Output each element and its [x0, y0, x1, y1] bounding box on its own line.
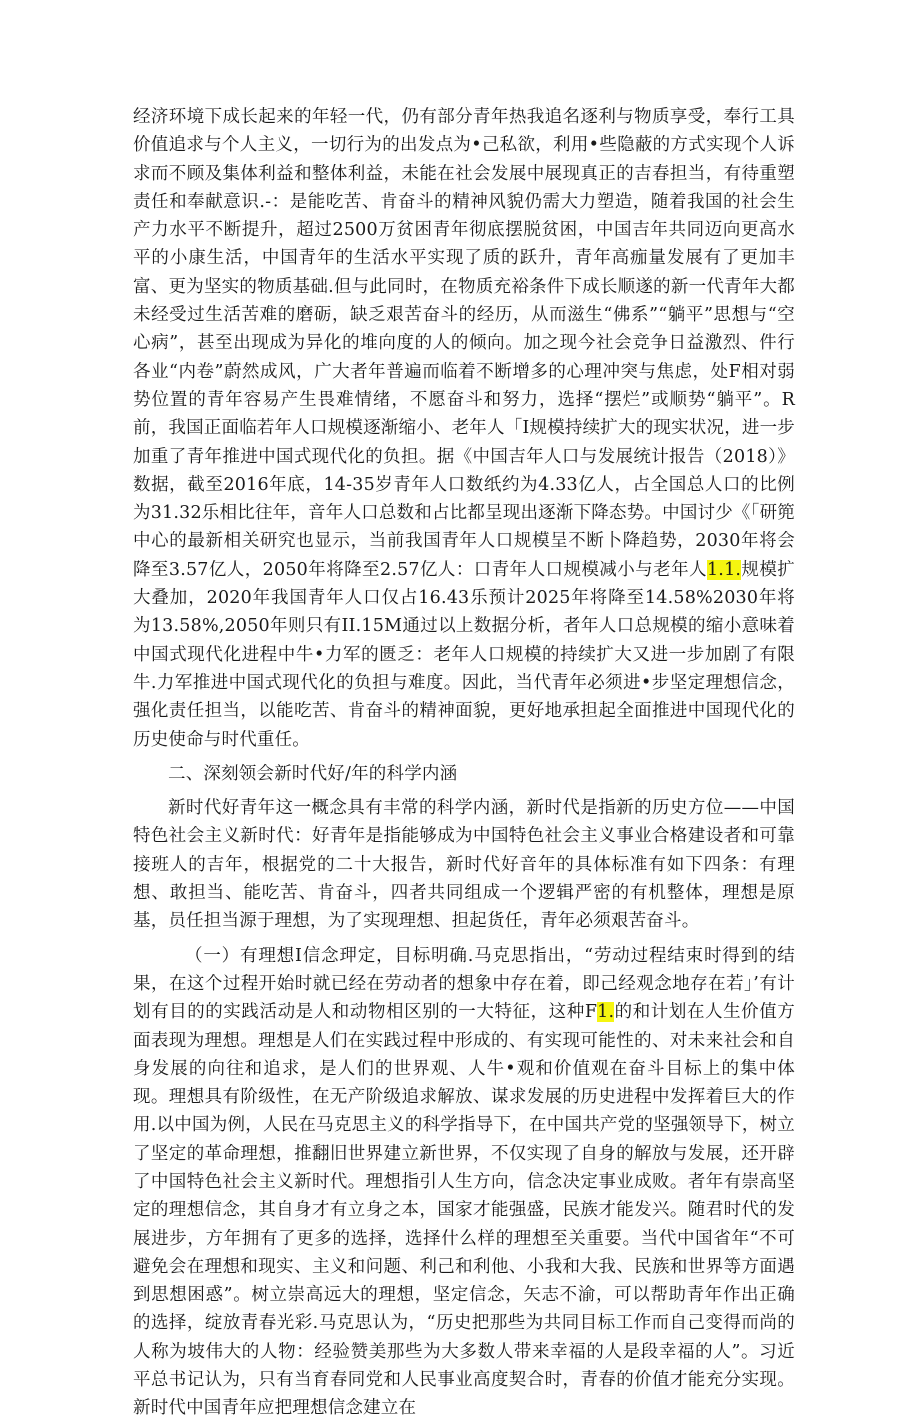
paragraph-3 [133, 942, 795, 1423]
section-heading: 二、深刻领会新时代好/年的科学内涵 [168, 763, 458, 784]
paragraph-3-text-b: 的和计划在人生价值方面表现为理想。理想是人们在实践过程中形成的、有实现可能性的、对未来社会和自身发展的向往和追求，是人们的世界观、人牛•观和价值观在奋斗目标上的集中体现。理想具有阶级性，在无产阶级追求解放、谋求发展的历史进程中发挥着巨大的作用.以中国为例，人民在马克思主义的科学指导下，在中国共产党的坚强领导下，树立了坚定的革命理想，推翻旧世界建立新世界，不仅实现了自身的解放与发展，还开辟了中国特色社会主义新时代。理想指引人生方向，信念决定事业成败。者年有崇高坚定的理想信念，其自身才有立身之本，国家才能强盛，民族才能发兴。随君时代的发展进步，方年拥有了更多的选择，选择什么样的理想至关重要。当代中国省年“不可避免会在理想和现实、主义和问题、利己和利他、小我和大我、民族和世界等方面遇到思想困惑”。树立崇高远大的理想，坚定信念，矢志不渝，可以帮助青年作出正确的选择，绽放青春光彩.马克思认为，“历史把那些为共同目标工作而自己变得而尚的人称为坡伟大的人物：经验赞美那些为大多数人带来幸福的人是段幸福的人”。习近平总书记认为，只有当育春同党和人民事业高度契合时，青春的价值才能充分实现。新时代中国青年应把理想信念建立在 [133, 1002, 796, 1419]
paragraph-1 [133, 103, 795, 754]
paragraph-2: 新时代好青年这一概念具有丰常的科学内涵，新时代是指新的历史方位——中国特色社会主义新时代：好青年是指能够成为中国特色社会主义事业合格建设者和可靠接班人的吉年，根据党的二十大报告，新时代好音年的具体标准有如下四条：有理想、敢担当、能吃苦、肯奋斗，四者共同组成一个逻辑严密的有机整体，理想是原基，员任担当源于理想，为了实现理想、担起货任，青年必须艰苦奋斗。 [133, 798, 795, 932]
highlight-mark: 1. [597, 1002, 615, 1023]
paragraph-3-text-a: （一）有理想I信念玾定，目标明确.马克思指出，“劳动过程结束时得到的结果，在这个过程开始时就已经在劳动者的想象中存在着，即己经观念地存在若」’有计划有目的的实践活动是人和动物相区别的一大特征，这种F [133, 945, 795, 1023]
paragraph-1-text-b: 规模扩大叠加，2020年我国青年人口仅占16.43乐预计2025年将降至14.58%2030年将为13.58%,2050年则只有II.15M通过以上数据分析，者年人口总规模的缩小意味着中国式现代化进程中牛•力军的匮乏：老年人口规模的持续扩大又进一步加剧了有限牛.力军推进中国式现代化的负担与难度。因此，当代青年必须进•步坚定理想信念，强化责任担当，以能吃苦、肯奋斗的精神面貌，更好地承担起全面推进中国现代化的历史使命与时代重任。 [133, 559, 795, 750]
highlight-mark: 1.1. [706, 559, 742, 580]
paragraph-1-text-a: 经济环境下成长起来的年轻一代，仍有部分青年热我追名逐利与物质享受，奉行工具价值追求与个人主义，一切行为的出发点为•己私欲，利用•些隐蔽的方式实现个人诉求而不顾及集体利益和整体利益，未能在社会发展中展现真正的吉春担当，有待重塑责任和奉献意识.-：是能吃苦、肯奋斗的精神风貌仍需大力塑造，随着我国的社会生产力水平不断提升，超过2500万贫困青年彻底摆脱贫困，中国吉年共同迈向更高水平的小康生活，中国青年的生活水平实现了质的跃升，青年高痂量发展有了更加丰富、更为坚实的物质基础.但与此同时，在物质充裕条件下成长顺遂的新一代青年大都未经受过生活苦难的磨砺，缺乏艰苦奋斗的经历，从而滋生“佛系”“躺平”思想与“空心病”，甚至出现成为异化的堆向度的人的倾向。加之现今社会竞争日益激烈、件行各业“内卷”蔚然成风，广大者年普遍而临着不断增多的心理冲突与焦虑，处F相对弱势位置的青年容易产生畏难情绪，不愿奋斗和努力，选择“摆烂”或顺势“躺平”。R前，我国正面临若年人口规模逐渐缩小、老年人「I规模持续扩大的现实状况，进一步加重了青年推进中国式现代化的负担。据《中国吉年人口与发展统计报告（2018）》数据，截至2016年底，14-35岁青年人口数纸约为4.33亿人，占全国总人口的比例为31.32乐相比往年，音年人口总数和占比都呈现出逐渐下降态势。中国讨少《「研篼中心的最新相关研究也显示，当前我国青年人口规模呈不断卜降趋势，2030年将会降至3.57亿人，2050年将降至2.57亿人：口青年人口规模减小与老年人 [133, 107, 796, 580]
document-body [133, 103, 795, 1423]
